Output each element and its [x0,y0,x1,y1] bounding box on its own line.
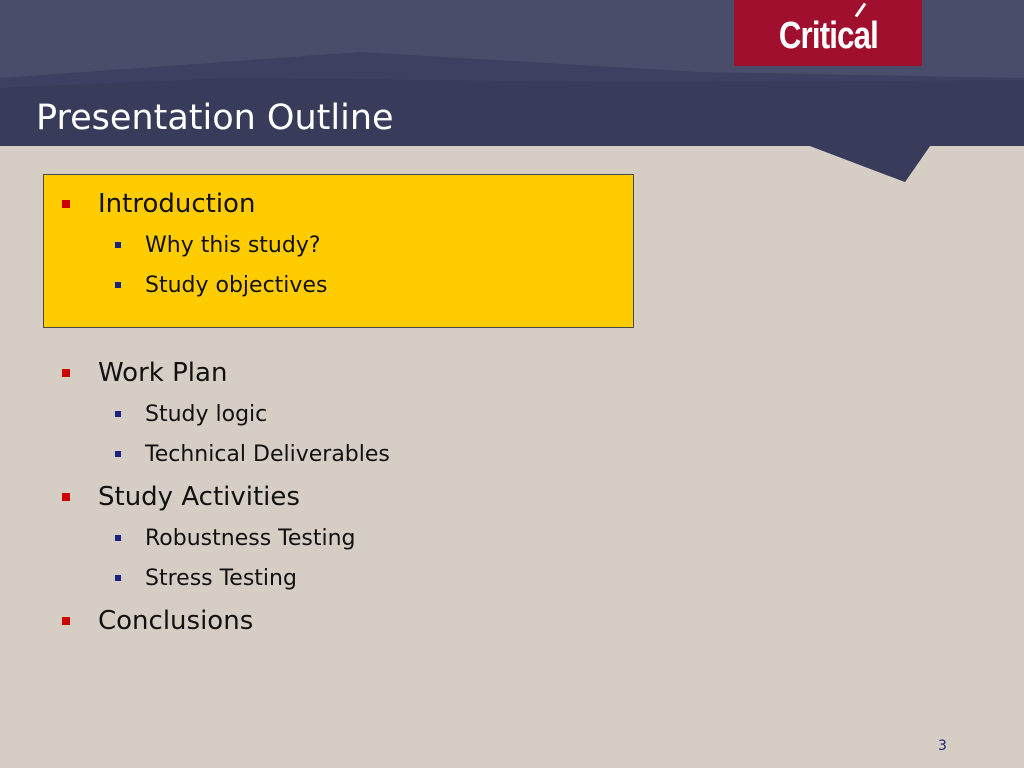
outline-subitem-label: Technical Deliverables [145,441,390,467]
square-bullet-icon [115,575,121,581]
outline-subitem-label: Robustness Testing [145,525,356,551]
outline-subitem-stress-testing [115,564,297,592]
outline-subitem-study-objectives [115,271,327,299]
outline-subitem-robustness-testing [115,524,356,552]
outline-item-study-activities [62,481,300,513]
brand-logo [734,0,922,66]
square-bullet-icon [115,242,121,248]
outline-subitem-study-logic [115,400,267,428]
square-bullet-icon [115,282,121,288]
square-bullet-icon [115,535,121,541]
square-bullet-icon [115,411,121,417]
outline-subitem-technical-deliverables [115,440,390,468]
square-bullet-icon [62,493,70,501]
slide-title: Presentation Outline [36,98,394,138]
outline-item-label: Work Plan [98,358,228,388]
outline-subitem-label: Why this study? [145,232,321,258]
outline-subitem-why-study [115,231,321,259]
square-bullet-icon [62,617,70,625]
outline-item-label: Introduction [98,189,256,219]
outline-item-introduction [62,188,255,220]
square-bullet-icon [62,369,70,377]
square-bullet-icon [62,200,70,208]
outline-subitem-label: Stress Testing [145,565,297,591]
outline-item-label: Study Activities [98,482,300,512]
outline-subitem-label: Study logic [145,401,268,427]
outline-item-conclusions [62,605,253,637]
brand-logo-text: Critical [778,14,878,57]
page-number: 3 [938,738,947,754]
outline-subitem-label: Study objectives [145,272,328,298]
outline-item-work-plan [62,357,227,389]
square-bullet-icon [115,451,121,457]
outline-item-label: Conclusions [98,606,254,636]
